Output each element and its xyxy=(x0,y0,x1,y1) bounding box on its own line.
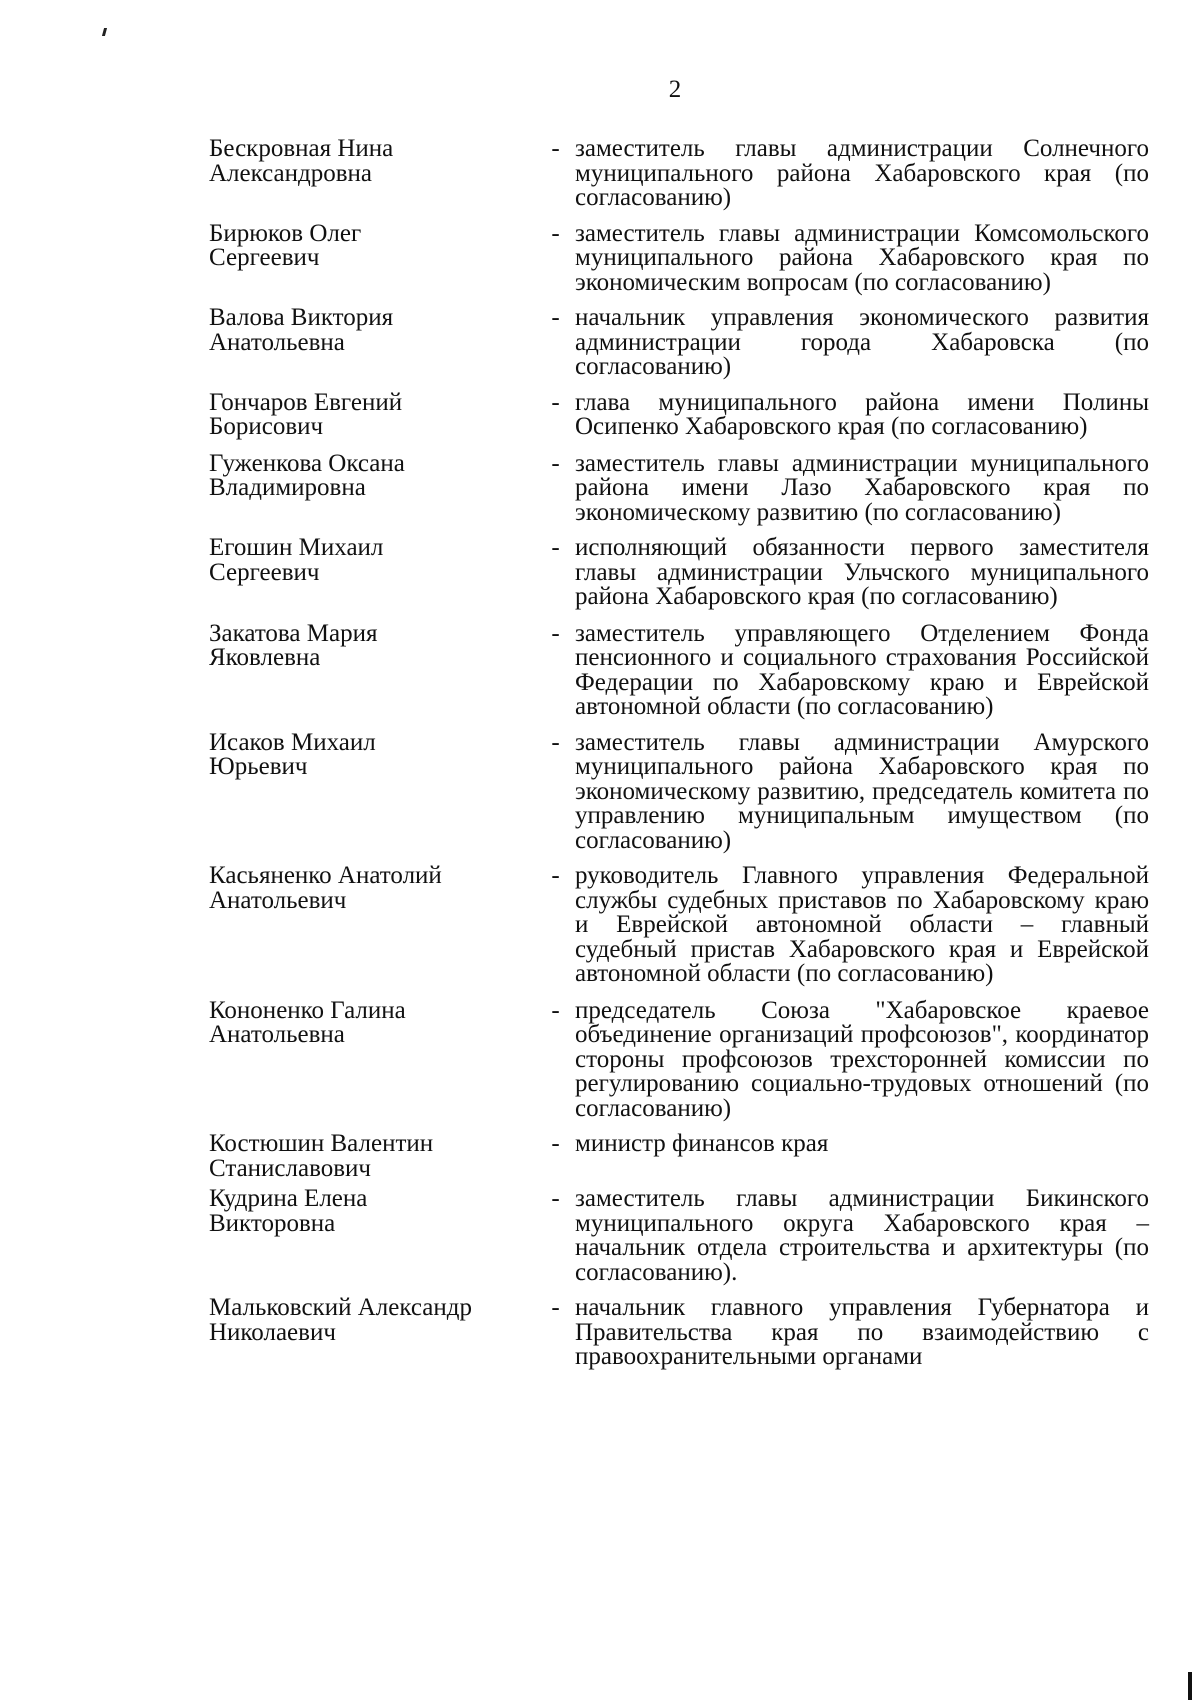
dash-separator: - xyxy=(551,534,560,561)
list-item xyxy=(209,728,1149,854)
person-name: Исаков Михаил Юрьевич xyxy=(209,728,376,780)
person-name: Бирюков Олег Сергеевич xyxy=(209,219,362,271)
position-description: заместитель главы администрации Амурского муниципального района Хабаровского края по экономическому развитию, председатель комитета по управлению муниципальным имуществом (по согласованию) xyxy=(575,728,1149,854)
list-item xyxy=(209,306,1149,380)
dash-separator: - xyxy=(551,619,560,647)
list-item xyxy=(209,137,1149,211)
position-description: заместитель главы администрации муниципального района имени Лазо Хабаровского края по экономическому развитию (по согласованию) xyxy=(575,449,1149,526)
position-description: начальник управления экономического развития администрации города Хабаровска (по согласованию) xyxy=(575,304,1149,380)
position-description: председатель Союза "Хабаровское краевое объединение организаций профсоюзов", координатор стороны профсоюзов трехсторонней комиссии по регулированию социально-трудовых отношений (по согласованию) xyxy=(575,996,1149,1122)
dash-separator: - xyxy=(551,219,560,247)
person-name: Мальковский Александр Николаевич xyxy=(209,1294,472,1346)
dash-separator: - xyxy=(551,728,560,756)
position-description: заместитель главы администрации Комсомольского муниципального района Хабаровского края по экономическим вопросам (по согласованию) xyxy=(575,219,1149,296)
page-number: 2 xyxy=(668,76,682,103)
list-item xyxy=(209,1187,1149,1285)
person-name: Касьяненко Анатолий Анатольевич xyxy=(209,862,442,914)
person-name: Валова Виктория Анатольевна xyxy=(209,304,394,356)
position-description: министр финансов края xyxy=(575,1130,829,1157)
person-name: Кудрина Елена Викторовна xyxy=(209,1185,368,1237)
dash-separator: - xyxy=(551,304,560,331)
members-list xyxy=(209,137,1149,1370)
position-description: руководитель Главного управления Федеральной службы судебных приставов по Хабаровскому краю и Еврейской автономной области – главный судебный пристав Хабаровского края и Еврейской автономной области (по согласованию) xyxy=(575,862,1149,987)
list-item xyxy=(209,388,1149,440)
person-name: Бескровная Нина Александровна xyxy=(209,135,394,187)
dash-separator: - xyxy=(551,388,560,416)
list-item xyxy=(209,996,1149,1122)
position-description: заместитель управляющего Отделением Фонда пенсионного и социального страхования Российской Федерации по Хабаровскому краю и Еврейской автономной области (по согласованию) xyxy=(575,619,1149,720)
position-description: начальник главного управления Губернатора и Правительства края по взаимодействию с правоохранительными органами xyxy=(575,1294,1149,1370)
list-item xyxy=(209,219,1149,296)
person-name: Костюшин Валентин Станиславович xyxy=(209,1130,434,1182)
list-item xyxy=(209,449,1149,526)
dash-separator: - xyxy=(551,1294,560,1321)
dash-separator: - xyxy=(551,135,560,162)
list-item xyxy=(209,536,1149,610)
scan-edge-mark xyxy=(1188,1672,1192,1700)
dash-separator: - xyxy=(551,996,560,1024)
dash-separator: - xyxy=(551,1185,560,1212)
person-name: Закатова Мария Яковлевна xyxy=(209,619,378,671)
dash-separator: - xyxy=(551,1130,560,1157)
list-item xyxy=(209,619,1149,720)
list-item xyxy=(209,864,1149,987)
position-description: глава муниципального района имени Полины Осипенко Хабаровского края (по согласованию) xyxy=(575,388,1149,440)
list-item xyxy=(209,1132,1149,1181)
person-name: Егошин Михаил Сергеевич xyxy=(209,534,384,586)
dash-separator: - xyxy=(551,449,560,477)
dash-separator: - xyxy=(551,862,560,889)
position-description: заместитель главы администрации Солнечного муниципального района Хабаровского края (по согласованию) xyxy=(575,135,1149,211)
position-description: заместитель главы администрации Бикинского муниципального округа Хабаровского края – начальник отдела строительства и архитектуры (по согласованию). xyxy=(575,1185,1149,1286)
position-description: исполняющий обязанности первого заместителя главы администрации Ульчского муниципального района Хабаровского края (по согласованию) xyxy=(575,534,1149,610)
person-name: Гуженкова Оксана Владимировна xyxy=(209,449,405,501)
person-name: Гончаров Евгений Борисович xyxy=(209,388,403,440)
person-name: Кононенко Галина Анатольевна xyxy=(209,996,406,1048)
list-item xyxy=(209,1296,1149,1370)
scan-artifact-mark xyxy=(102,28,107,36)
